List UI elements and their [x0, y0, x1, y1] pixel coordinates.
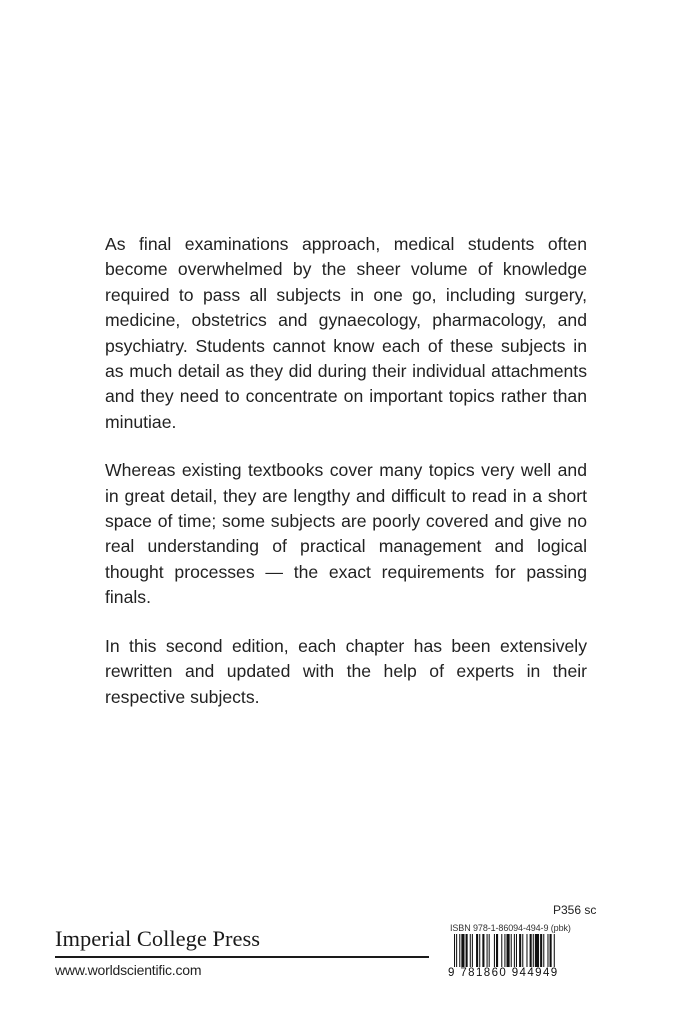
- blurb-paragraph-2: Whereas existing textbooks cover many topics very well and in great detail, they are lengthy and difficult to read in a short space of time; some subjects are poorly covered and give no real understanding of practical management and logical thought processes — the exact requirements for passing finals.: [105, 460, 587, 608]
- back-cover-blurb: [105, 232, 587, 733]
- isbn-barcode: [446, 921, 596, 987]
- publisher-url: www.worldscientific.com: [55, 962, 202, 978]
- isbn-label: ISBN 978-1-86094-494-9 (pbk): [450, 923, 571, 933]
- footer-divider: [55, 956, 429, 958]
- publisher-name: Imperial College Press: [55, 926, 260, 951]
- barcode-digits: 9 781860 944949: [446, 967, 598, 979]
- price-code: P356 sc: [553, 903, 597, 917]
- blurb-paragraph-1: As final examinations approach, medical students often become overwhelmed by the sheer volume of knowledge required to pass all subjects in one go, including surgery, medicine, obstetrics and gynaecology, pharmacology, and psychiatry. Students cannot know each of these subjects in as much detail as they did during their individual attachments and they need to concentrate on important topics rather than minutiae.: [105, 234, 587, 432]
- blurb-paragraph-3: In this second edition, each chapter has been extensively rewritten and updated with the help of experts in their respective subjects.: [105, 635, 587, 707]
